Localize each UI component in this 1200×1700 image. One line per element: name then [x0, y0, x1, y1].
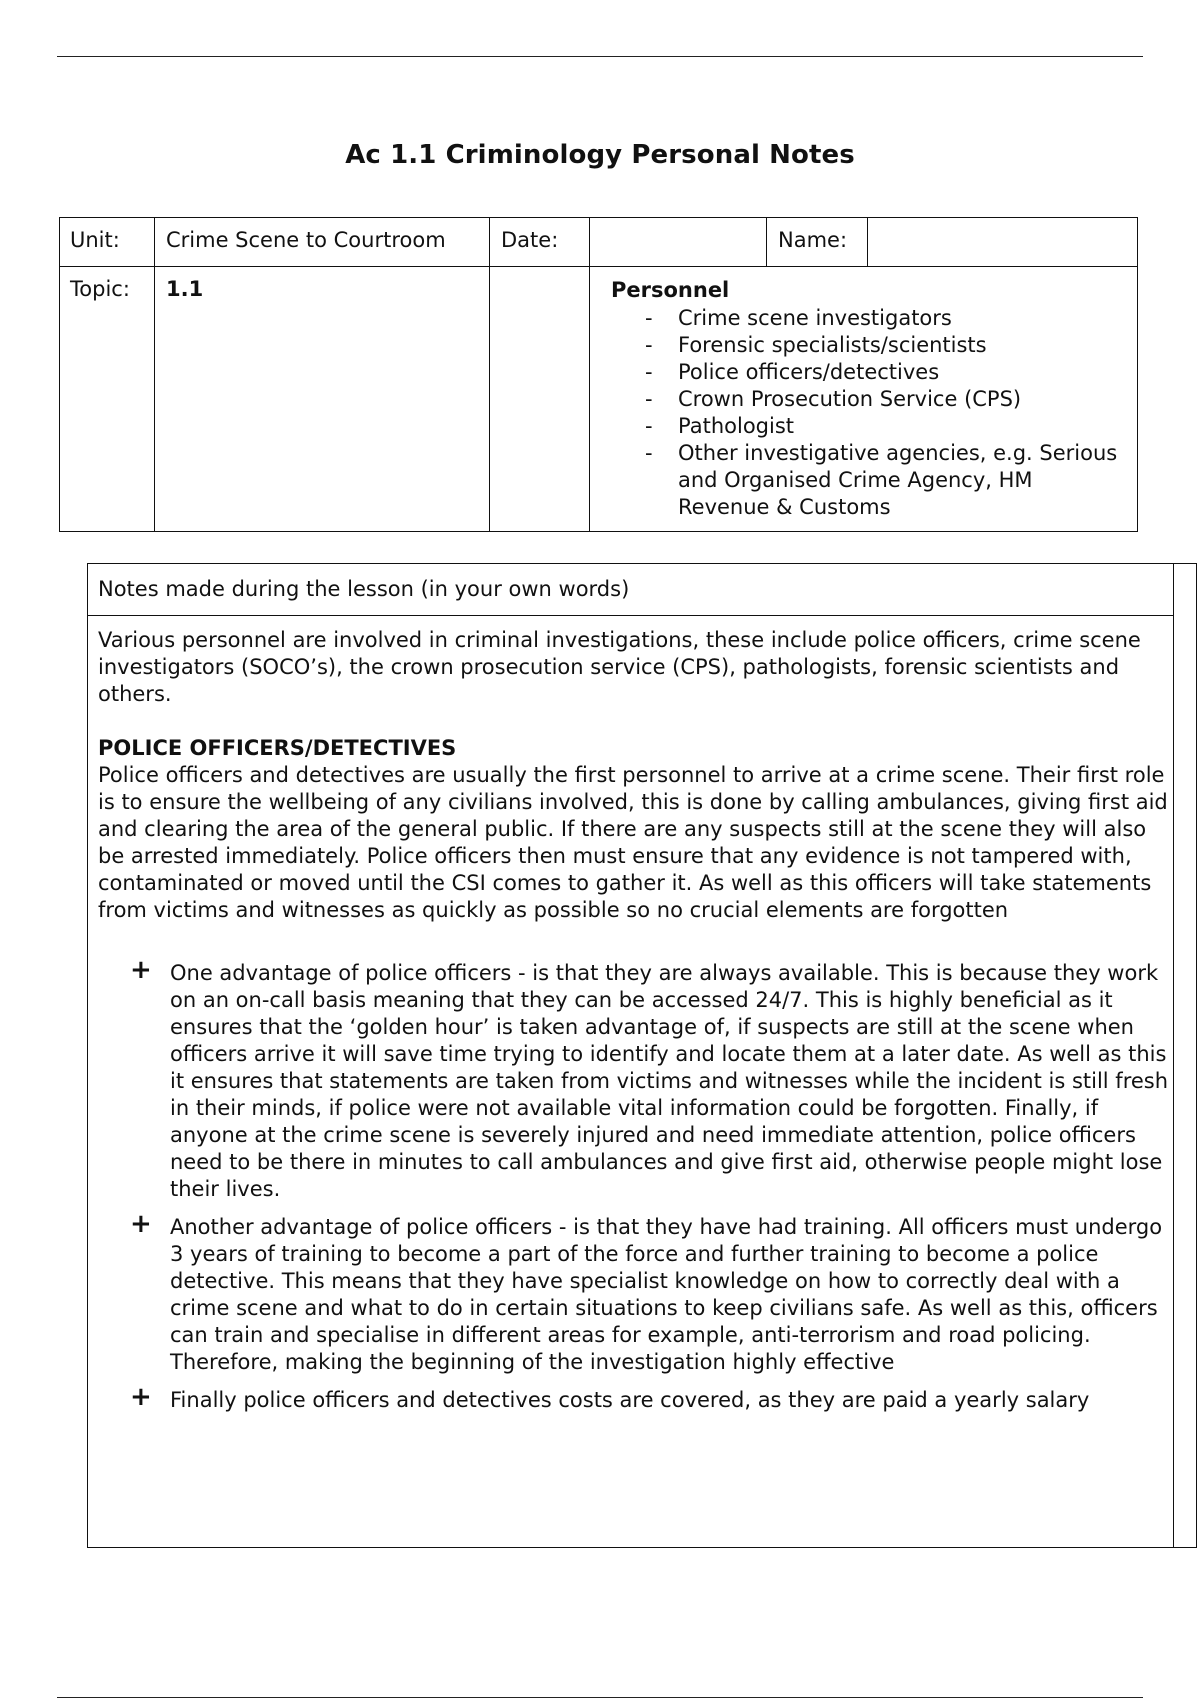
unit-label: Unit: — [70, 228, 120, 252]
col-divider — [154, 218, 155, 531]
list-item — [98, 955, 1170, 1203]
header-table — [59, 217, 1138, 532]
notes-intro: Various personnel are involved in criminal investigations, these include police officers, crime scene investigators (SOCO’s), the crown prosecution service (CPS), pathologists, forensic scientists and others. — [98, 628, 1141, 706]
personnel-item: - Crown Prosecution Service (CPS) — [601, 386, 1131, 413]
plus-icon: + — [130, 1382, 152, 1412]
personnel-block — [601, 278, 1131, 521]
personnel-item: - Crime scene investigators — [601, 305, 1131, 332]
personnel-item: - Forensic specialists/scientists — [601, 332, 1131, 359]
col-divider — [589, 218, 590, 531]
date-value[interactable] — [591, 218, 761, 228]
section-title: POLICE OFFICERS/DETECTIVES — [98, 736, 457, 760]
unit-value: Crime Scene to Courtroom — [166, 228, 446, 252]
list-item-text: One advantage of police officers - is that they are always available. This is because they work on an on-call basis meaning that they can be accessed 24/7. This is highly beneficial as it ensures that the ‘golden hour’ is taken advantage of, if suspects are still at the scene when officers arrive it will save time trying to identify and locate them at a later date. As well as this it ensures that statements are taken from victims and witnesses while the incident is still fresh in their minds, if police were not available vital information could be forgotten. Finally, if anyone at the crime scene is severely injured and need immediate attention, police officers need to be there in minutes to call ambulances and give first aid, otherwise people might lose their lives. — [170, 961, 1169, 1201]
notes-header-divider — [88, 615, 1173, 616]
notes-body — [98, 627, 1170, 1425]
plus-icon: + — [130, 1209, 152, 1239]
topic-value: 1.1 — [166, 277, 204, 301]
plus-icon: + — [130, 955, 152, 985]
col-divider — [489, 218, 490, 531]
personnel-item: - Other investigative agencies, e.g. Serious and Organised Crime Agency, HM Revenue & Customs — [601, 440, 1131, 521]
top-rule — [57, 56, 1143, 57]
page-title: Ac 1.1 Criminology Personal Notes — [345, 140, 855, 170]
section-text: Police officers and detectives are usually the first personnel to arrive at a crime scene. Their first role is to ensure the wellbeing of any civilians involved, this is done by calling ambulances, giving first aid and clearing the area of the general public. If there are any suspects still at the scene they will also be arrested immediately. Police officers then must ensure that any evidence is not tampered with, contaminated or moved until the CSI comes to gather it. As well as this officers will take statements from victims and witnesses as quickly as possible so no crucial elements are forgotten — [98, 763, 1168, 922]
list-item-text: Another advantage of police officers - is that they have had training. All officers must undergo 3 years of training to become a part of the force and further training to become a police detective. This means that they have specialist knowledge on how to correctly deal with a crime scene and what to do in certain situations to keep civilians safe. As well as this, officers can train and specialise in different areas for example, anti-terrorism and road policing. Therefore, making the beginning of the investigation highly effective — [170, 1215, 1163, 1374]
personnel-item: - Pathologist — [601, 413, 1131, 440]
personnel-heading: Personnel — [611, 278, 730, 302]
row-divider — [60, 266, 1137, 267]
list-item — [98, 1382, 1170, 1414]
col-divider — [867, 218, 868, 266]
advantages-list — [98, 955, 1170, 1414]
notes-heading: Notes made during the lesson (in your own words) — [98, 577, 630, 601]
notes-right-border — [1173, 564, 1174, 1547]
list-item-text: Finally police officers and detectives costs are covered, as they are paid a yearly salary — [170, 1388, 1090, 1412]
notes-box — [87, 563, 1197, 1548]
bottom-rule — [57, 1697, 1143, 1698]
personnel-item: - Police officers/detectives — [601, 359, 1131, 386]
col-divider — [766, 218, 767, 266]
name-value[interactable] — [869, 218, 1129, 228]
topic-label: Topic: — [70, 277, 130, 301]
name-label: Name: — [778, 228, 848, 252]
personnel-list — [601, 305, 1131, 521]
date-label: Date: — [501, 228, 559, 252]
list-item — [98, 1209, 1170, 1376]
